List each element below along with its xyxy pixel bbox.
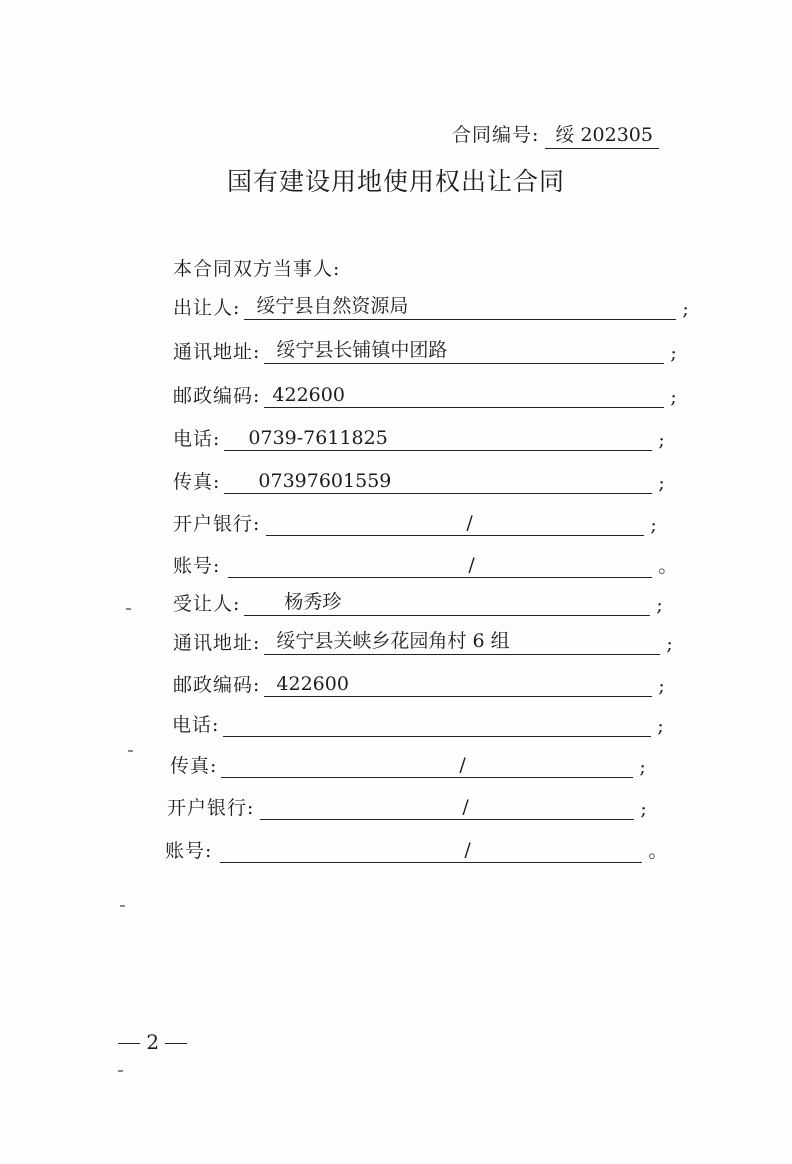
- page-number: [118, 1030, 187, 1054]
- grantor-fax-row: [173, 464, 665, 494]
- grantor-address-end: ;: [670, 342, 677, 364]
- grantor-bank-field: [266, 511, 644, 536]
- grantee-phone-end: ;: [657, 715, 664, 737]
- grantor-postcode-field: [264, 383, 664, 408]
- grantee-bank-end: ;: [640, 798, 647, 820]
- grantor-phone-field: [224, 426, 652, 451]
- grantor-bank-row: [173, 506, 657, 536]
- grantee-fax-label: 传真:: [170, 755, 218, 777]
- grantee-fax-end: ;: [639, 756, 646, 778]
- grantee-address-end: ;: [666, 633, 673, 655]
- grantor-end: ;: [682, 298, 689, 320]
- grantor-address-value: 绥宁县长铺镇中团路: [276, 339, 448, 361]
- scan-speck: [128, 750, 133, 752]
- grantee-fax-field: [221, 753, 633, 778]
- page-number-value: 2: [146, 1030, 160, 1054]
- contract-number: [452, 120, 659, 149]
- grantee-fax-value: /: [459, 754, 466, 776]
- grantee-bank-label: 开户银行:: [167, 797, 255, 819]
- grantor-address-row: [173, 334, 677, 364]
- grantor-address-label: 通讯地址:: [173, 341, 261, 363]
- grantor-postcode-label: 邮政编码:: [173, 385, 261, 407]
- grantor-account-field: [228, 553, 652, 578]
- contract-number-value: 绥 202305: [545, 120, 659, 149]
- grantee-label: 受让人:: [173, 593, 241, 615]
- grantee-account-field: [220, 838, 642, 863]
- grantee-account-row: [165, 833, 667, 863]
- grantor-row: [173, 290, 689, 320]
- grantor-fax-value: 07397601559: [258, 470, 392, 492]
- grantor-postcode-row: [173, 378, 677, 408]
- grantee-phone-label: 电话:: [172, 714, 220, 736]
- grantee-end: ;: [656, 594, 663, 616]
- grantee-postcode-label: 邮政编码:: [173, 674, 261, 696]
- grantor-bank-end: ;: [650, 514, 657, 536]
- grantee-address-field: [264, 630, 660, 655]
- grantor-account-end: 。: [658, 555, 678, 577]
- grantor-value: 绥宁县自然资源局: [256, 295, 409, 317]
- grantee-postcode-value: 422600: [276, 673, 349, 695]
- grantor-postcode-value: 422600: [272, 384, 345, 406]
- grantee-bank-row: [167, 790, 647, 820]
- grantee-address-value: 绥宁县关峡乡花园角村 6 组: [276, 630, 510, 652]
- grantor-address-field: [264, 339, 664, 364]
- scan-speck: [118, 1070, 123, 1072]
- grantor-phone-value: 0739-7611825: [248, 427, 388, 449]
- grantee-postcode-end: ;: [658, 675, 665, 697]
- grantee-postcode-row: [173, 667, 665, 697]
- grantee-fax-row: [170, 748, 646, 778]
- grantor-bank-value: /: [466, 512, 473, 534]
- grantor-postcode-end: ;: [670, 386, 677, 408]
- contract-number-label: 合同编号:: [452, 124, 540, 146]
- grantee-address-row: [173, 625, 673, 655]
- grantor-fax-end: ;: [658, 472, 665, 494]
- scan-speck: [120, 905, 125, 907]
- document-title: 国有建设用地使用权出让合同: [226, 167, 565, 196]
- grantor-account-label: 账号:: [173, 555, 221, 577]
- grantee-value: 杨秀珍: [284, 591, 342, 613]
- scan-speck: [126, 608, 131, 610]
- grantee-account-label: 账号:: [165, 840, 213, 862]
- grantee-address-label: 通讯地址:: [173, 632, 261, 654]
- grantor-account-value: /: [468, 554, 475, 576]
- grantee-bank-value: /: [462, 796, 469, 818]
- grantor-phone-end: ;: [658, 429, 665, 451]
- grantee-bank-field: [260, 795, 634, 820]
- page-number-dash-right: [165, 1043, 187, 1044]
- grantor-fax-field: [224, 469, 652, 494]
- grantee-field: [244, 591, 650, 616]
- parties-intro: 本合同双方当事人:: [173, 258, 341, 280]
- grantor-fax-label: 传真:: [173, 471, 221, 493]
- grantor-account-row: [173, 548, 677, 578]
- grantee-account-value: /: [464, 839, 471, 861]
- grantee-account-end: 。: [648, 840, 668, 862]
- grantor-phone-label: 电话:: [173, 428, 221, 450]
- grantor-phone-row: [173, 421, 665, 451]
- grantee-postcode-field: [264, 672, 652, 697]
- grantor-field: [244, 295, 676, 320]
- grantee-phone-row: [172, 707, 664, 737]
- grantor-bank-label: 开户银行:: [173, 513, 261, 535]
- grantee-phone-field: [223, 712, 651, 737]
- page-number-dash-left: [118, 1043, 140, 1044]
- grantee-row: [173, 586, 663, 616]
- grantor-label: 出让人:: [173, 297, 241, 319]
